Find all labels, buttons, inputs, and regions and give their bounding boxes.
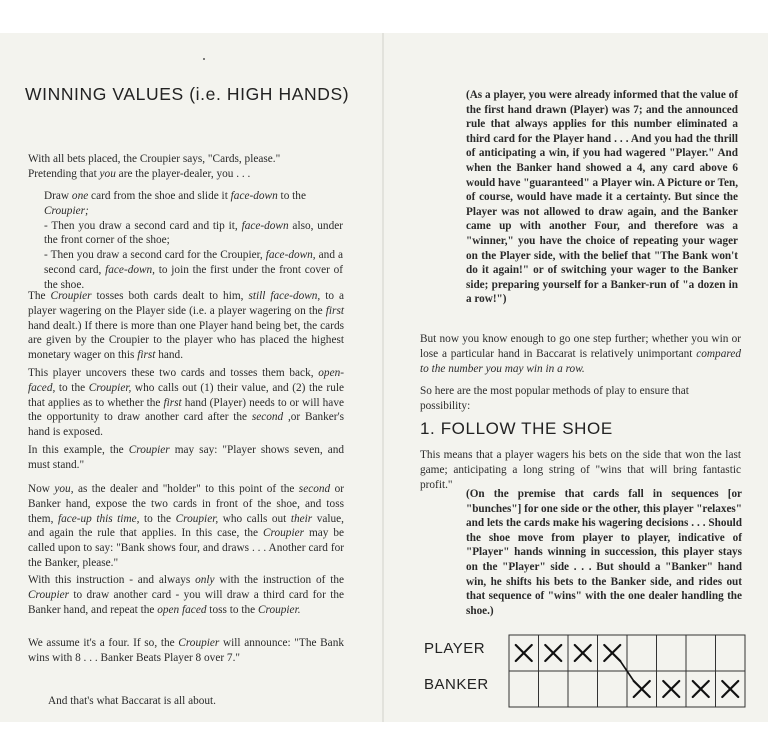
print-speck	[203, 58, 205, 60]
banker-win-mark	[663, 681, 679, 697]
left-page-heading: WINNING VALUES (i.e. HIGH HANDS)	[25, 84, 350, 104]
bottom-margin	[0, 722, 768, 753]
step-2: - Then you draw a second card and tip it, face-down also, under the front corner of the shoe;	[44, 219, 343, 247]
closing-line: And that's what Baccarat is all about.	[48, 695, 216, 707]
player-row-label: PLAYER	[424, 640, 486, 657]
player-win-mark	[604, 645, 620, 661]
uncover-paragraph: This player uncovers these two cards and tosses them back, open-faced, to the Croupier, who calls out (1) their value, and (2) the rule that applies as to whether the first hand (Player) needs to or will have the opportunity to draw another card after the second ,or Banker's hand is exposed.	[28, 367, 345, 439]
player-win-mark	[545, 645, 561, 661]
step-3: - Then you draw a second card for the Croupier, face-down, and a second card, face-down, to join the first under the front cover of the shoe.	[44, 249, 344, 291]
premise-explanation-bold: (On the premise that cards fall in sequences [or "bunches"] for one side or the other, this player "relaxes" and lets the cards make his wagering decisions . . . Should the shoe move from player to player, indicative of "Player" hands winning in succession, this player stays on the "Player" side . . . But should a "Banker" hand win, he shifts his bets to the Banker side, and rides out that sequence of "wins" with the one dealer handling the shoe.)	[466, 488, 742, 617]
step-further-paragraph: But now you know enough to go one step further; whether you win or lose a particular hand in Baccarat is relatively unimportant compared to the number you may win in a row.	[420, 333, 741, 375]
croupier-paragraph: The Croupier tosses both cards dealt to him, still face-down, to a player wagering on the Player side (i.e. a player wagering on the first hand dealt.) If there is more than one Player hand being bet, the cards are given by the Croupier to the player who has placed the highest monetary wager on this first hand.	[28, 290, 344, 362]
player-win-mark	[575, 645, 591, 661]
shoe-tally-grid	[508, 634, 746, 708]
follow-shoe-description: This means that a player wagers his bets on the side that won the last game; anticipating a long string of "wins that will bring fantastic profit."	[420, 449, 741, 491]
example-paragraph: In this example, the Croupier may say: "Player shows seven, and must stand."	[28, 444, 345, 471]
banker-row-label: BANKER	[424, 676, 489, 693]
third-card-paragraph: With this instruction - and always only with the instruction of the Croupier to draw another card - you will draw a third card for the Banker hand, and repeat the open faced toss to the Croupier.	[28, 574, 344, 616]
player-win-mark	[516, 645, 532, 661]
book-spine	[382, 33, 384, 722]
banker-hand-paragraph: Now you, as the dealer and "holder" to this point of the second or Banker hand, expose the two cards in front of the shoe, and toss them, face-up this time, to the Croupier, who calls out their value, and again the rule that applies. In this case, the Croupier may be called upon to say: "Bank shows four, and draws . . . Another card for the Banker, please."	[28, 483, 344, 569]
player-explanation-bold: (As a player, you were already informed that the value of the first hand drawn (Player) was 7; and the announced rule that always applies for this number eliminated a third card for the Player hand . . . And you had the thrill of anticipating a win, if you had wagered "Player." And when the Banker hand showed a 4, any card above 6 would have "guaranteed" a Player win. A Picture or Ten, of course, would have made it a certainty. But since the Player was not allowed to draw again, and the Banker came up with another Four, and therefore was a "winner," you have the choice of repeating your wager on the Player side, with the belief that "The Bank won't do it again!" or of switching your wager to the Banker side; preparing yourself for a Banker-run of "a dozen in a row!")	[466, 89, 738, 306]
top-margin	[0, 0, 768, 33]
dealing-steps	[44, 189, 343, 293]
banker-win-mark	[722, 681, 738, 697]
follow-the-shoe-heading: 1. FOLLOW THE SHOE	[420, 419, 613, 438]
methods-intro: So here are the most popular methods of play to ensure that possibility:	[420, 385, 689, 412]
result-paragraph: We assume it's a four. If so, the Croupier will announce: "The Bank wins with 8 . . . Banker Beats Player 8 over 7."	[28, 637, 344, 664]
intro-paragraph: With all bets placed, the Croupier says, "Cards, please." Pretending that you are the player-dealer, you . . .	[28, 153, 281, 180]
banker-win-mark	[634, 681, 650, 697]
step-1: Draw one card from the shoe and slide it face-down to the Croupier;	[44, 190, 306, 217]
banker-win-mark	[693, 681, 709, 697]
